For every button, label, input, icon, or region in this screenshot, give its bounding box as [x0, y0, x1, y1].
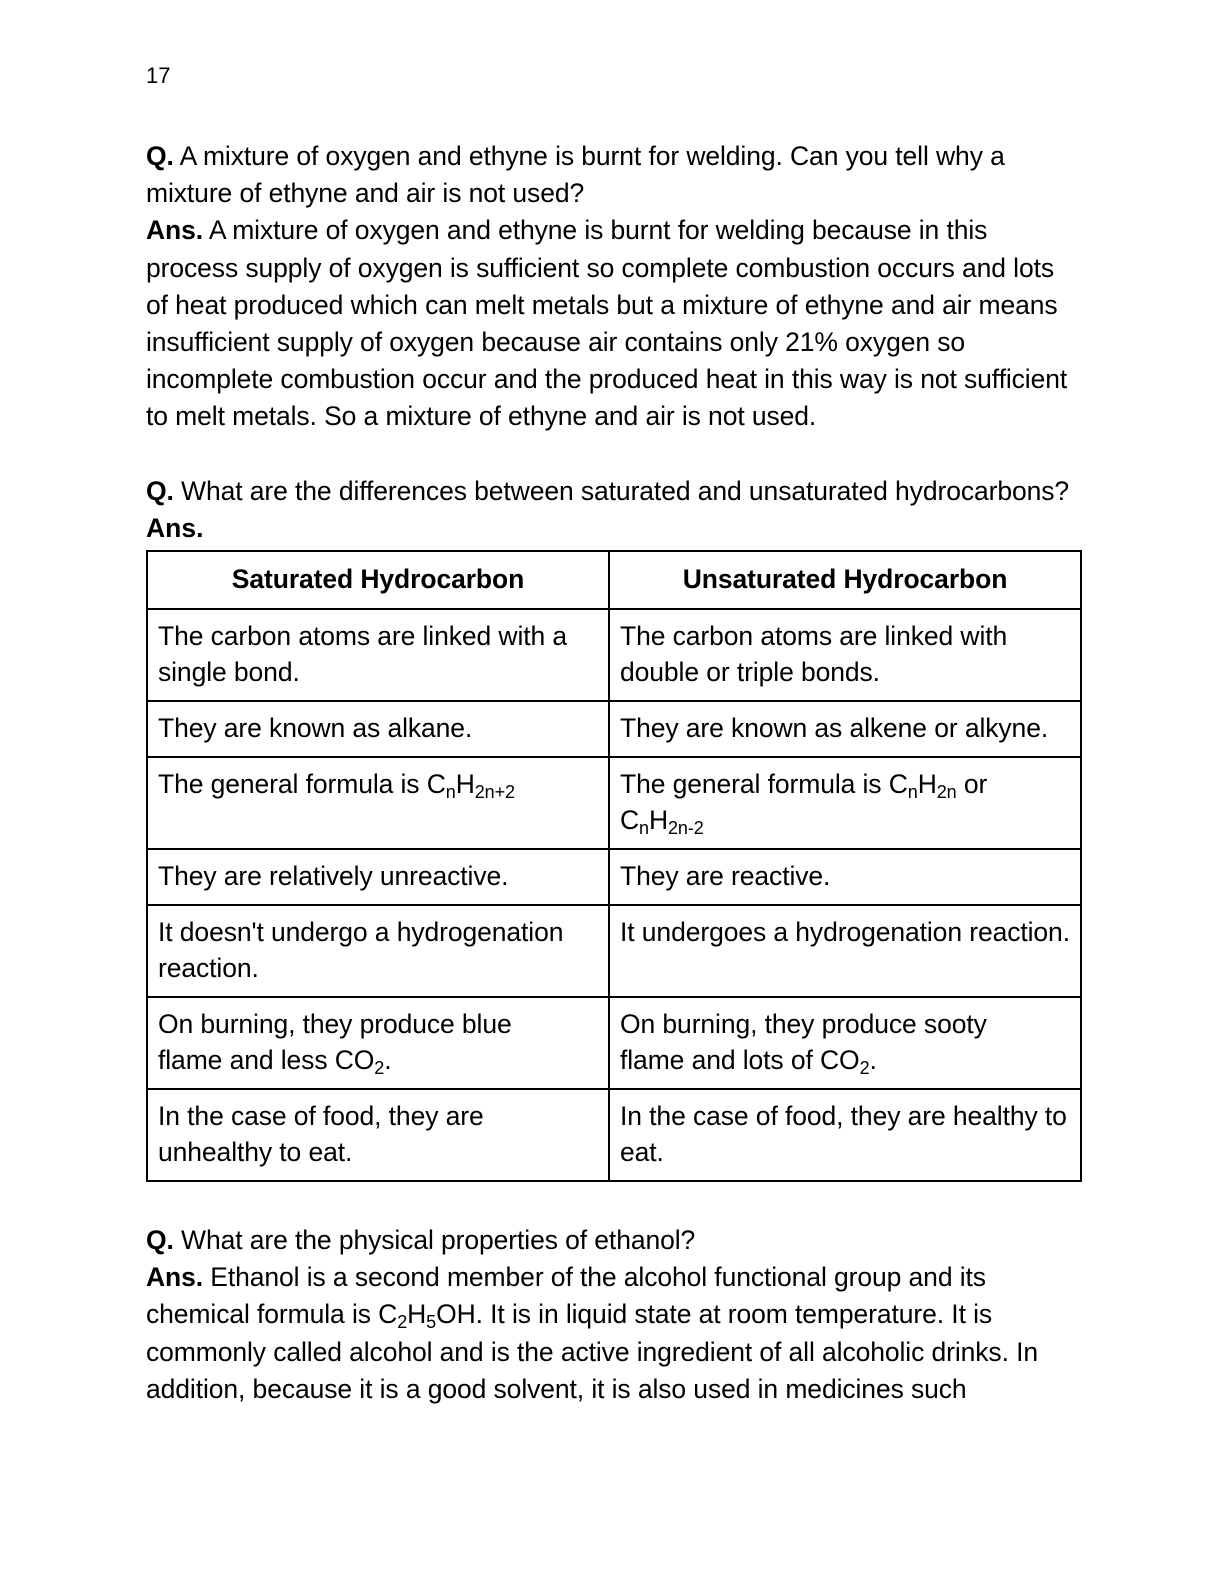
- table-header-row: [147, 551, 1081, 609]
- formula-element-h: H: [648, 805, 669, 836]
- formula-text-prefix: The general formula is C: [620, 769, 908, 800]
- cell-saturated-3: [147, 757, 609, 849]
- cell-unsaturated-6: [609, 997, 1081, 1089]
- answer-text-3-seg1: Ethanol is a second member of the alcohol functional group and its chemical formula is C: [146, 1262, 986, 1330]
- formula-element-h: H: [917, 769, 937, 800]
- question-label-3: Q.: [146, 1225, 174, 1256]
- table-row: [147, 757, 1081, 849]
- question-text-3: What are the physical properties of ethanol?: [173, 1225, 696, 1256]
- page-number: 17: [146, 63, 171, 88]
- cell-saturated-4: They are relatively unreactive.: [147, 849, 609, 905]
- formula-subscript-n: n: [639, 818, 649, 839]
- table-row: [147, 997, 1081, 1089]
- formula-subscript-2n-2: 2n-2: [668, 818, 704, 839]
- column-header-saturated: Saturated Hydrocarbon: [147, 551, 609, 609]
- formula-subscript-n: n: [445, 782, 456, 803]
- formula-subscript-n: n: [907, 782, 918, 803]
- answer-label-1: Ans.: [146, 215, 204, 246]
- cell-saturated-1: The carbon atoms are linked with a single bond.: [147, 609, 609, 701]
- cell-unsaturated-4: They are reactive.: [609, 849, 1081, 905]
- cell-saturated-2: They are known as alkane.: [147, 701, 609, 757]
- table-row: [147, 1089, 1081, 1181]
- burning-line-2-period: .: [384, 1045, 392, 1076]
- cell-saturated-6: [147, 997, 609, 1089]
- qa-block-1: [146, 138, 1080, 436]
- cell-saturated-7: In the case of food, they are unhealthy to eat.: [147, 1089, 609, 1181]
- cell-saturated-5: It doesn't undergo a hydrogenation reaction.: [147, 905, 609, 997]
- cell-unsaturated-7: In the case of food, they are healthy to eat.: [609, 1089, 1081, 1181]
- formula-second-line: [620, 802, 1070, 838]
- cell-unsaturated-3: [609, 757, 1081, 849]
- answer-label-2: Ans.: [146, 512, 204, 543]
- formula-element-c: C: [620, 805, 640, 836]
- cell-unsaturated-1: The carbon atoms are linked with double or triple bonds.: [609, 609, 1081, 701]
- formula-element-h: H: [455, 769, 475, 800]
- qa-block-3: [146, 1222, 1080, 1408]
- burning-line-2-prefix: flame and lots of CO: [620, 1045, 860, 1076]
- question-label-2: Q.: [146, 475, 174, 506]
- table-row: [147, 849, 1081, 905]
- answer-text-1: A mixture of oxygen and ethyne is burnt for welding because in this process supply of oxygen is sufficient so complete combustion occurs and lots of heat produced which can melt metals but a mixture of ethyne and air means insufficient supply of oxygen because air contains only 21% oxygen so incomplete combustion occur and the produced heat in this way is not sufficient to melt metals. So a mixture of ethyne and air is not used.: [146, 215, 1068, 432]
- burning-line-2-prefix: flame and less CO: [158, 1045, 375, 1076]
- answer-label-3: Ans.: [146, 1262, 204, 1293]
- saturated-unsaturated-comparison-table: [146, 550, 1082, 1182]
- cell-unsaturated-2: They are known as alkene or alkyne.: [609, 701, 1081, 757]
- page-content: [146, 138, 1080, 1408]
- formula-subscript-2: 2: [374, 1058, 385, 1079]
- formula-subscript-2n: 2n: [936, 782, 957, 803]
- formula-subscript-2: 2: [859, 1058, 870, 1079]
- question-text-2: What are the differences between saturated and unsaturated hydrocarbons?: [173, 475, 1070, 506]
- formula-subscript-2: 2: [397, 1312, 408, 1333]
- formula-conjunction: or: [956, 769, 988, 800]
- formula-element-h: H: [407, 1299, 427, 1330]
- burning-line-2-period: .: [869, 1045, 877, 1076]
- formula-subscript-2n2: 2n+2: [474, 782, 515, 803]
- question-text-1: A mixture of oxygen and ethyne is burnt for welding. Can you tell why a mixture of ethyne and air is not used?: [146, 141, 1005, 209]
- qa-block-2: [146, 473, 1080, 510]
- cell-unsaturated-5: It undergoes a hydrogenation reaction.: [609, 905, 1081, 997]
- formula-text-prefix: The general formula is C: [158, 769, 446, 800]
- table-row: [147, 609, 1081, 701]
- answer-text-3-seg3: OH. It is in liquid state at room temperature. It is commonly called alcohol and is the active ingredient of all alcoholic drinks. In addition, because it is a good solvent, it is also used in medicines such: [146, 1299, 1039, 1404]
- formula-subscript-5: 5: [426, 1312, 437, 1333]
- table-row: [147, 701, 1081, 757]
- question-label-1: Q.: [146, 141, 174, 171]
- table-row: [147, 905, 1081, 997]
- paragraph-spacer-1: [146, 436, 1080, 473]
- burning-line-1: On burning, they produce sooty: [620, 1009, 987, 1040]
- column-header-unsaturated: Unsaturated Hydrocarbon: [609, 551, 1081, 609]
- burning-line-1: On burning, they produce blue: [158, 1009, 512, 1040]
